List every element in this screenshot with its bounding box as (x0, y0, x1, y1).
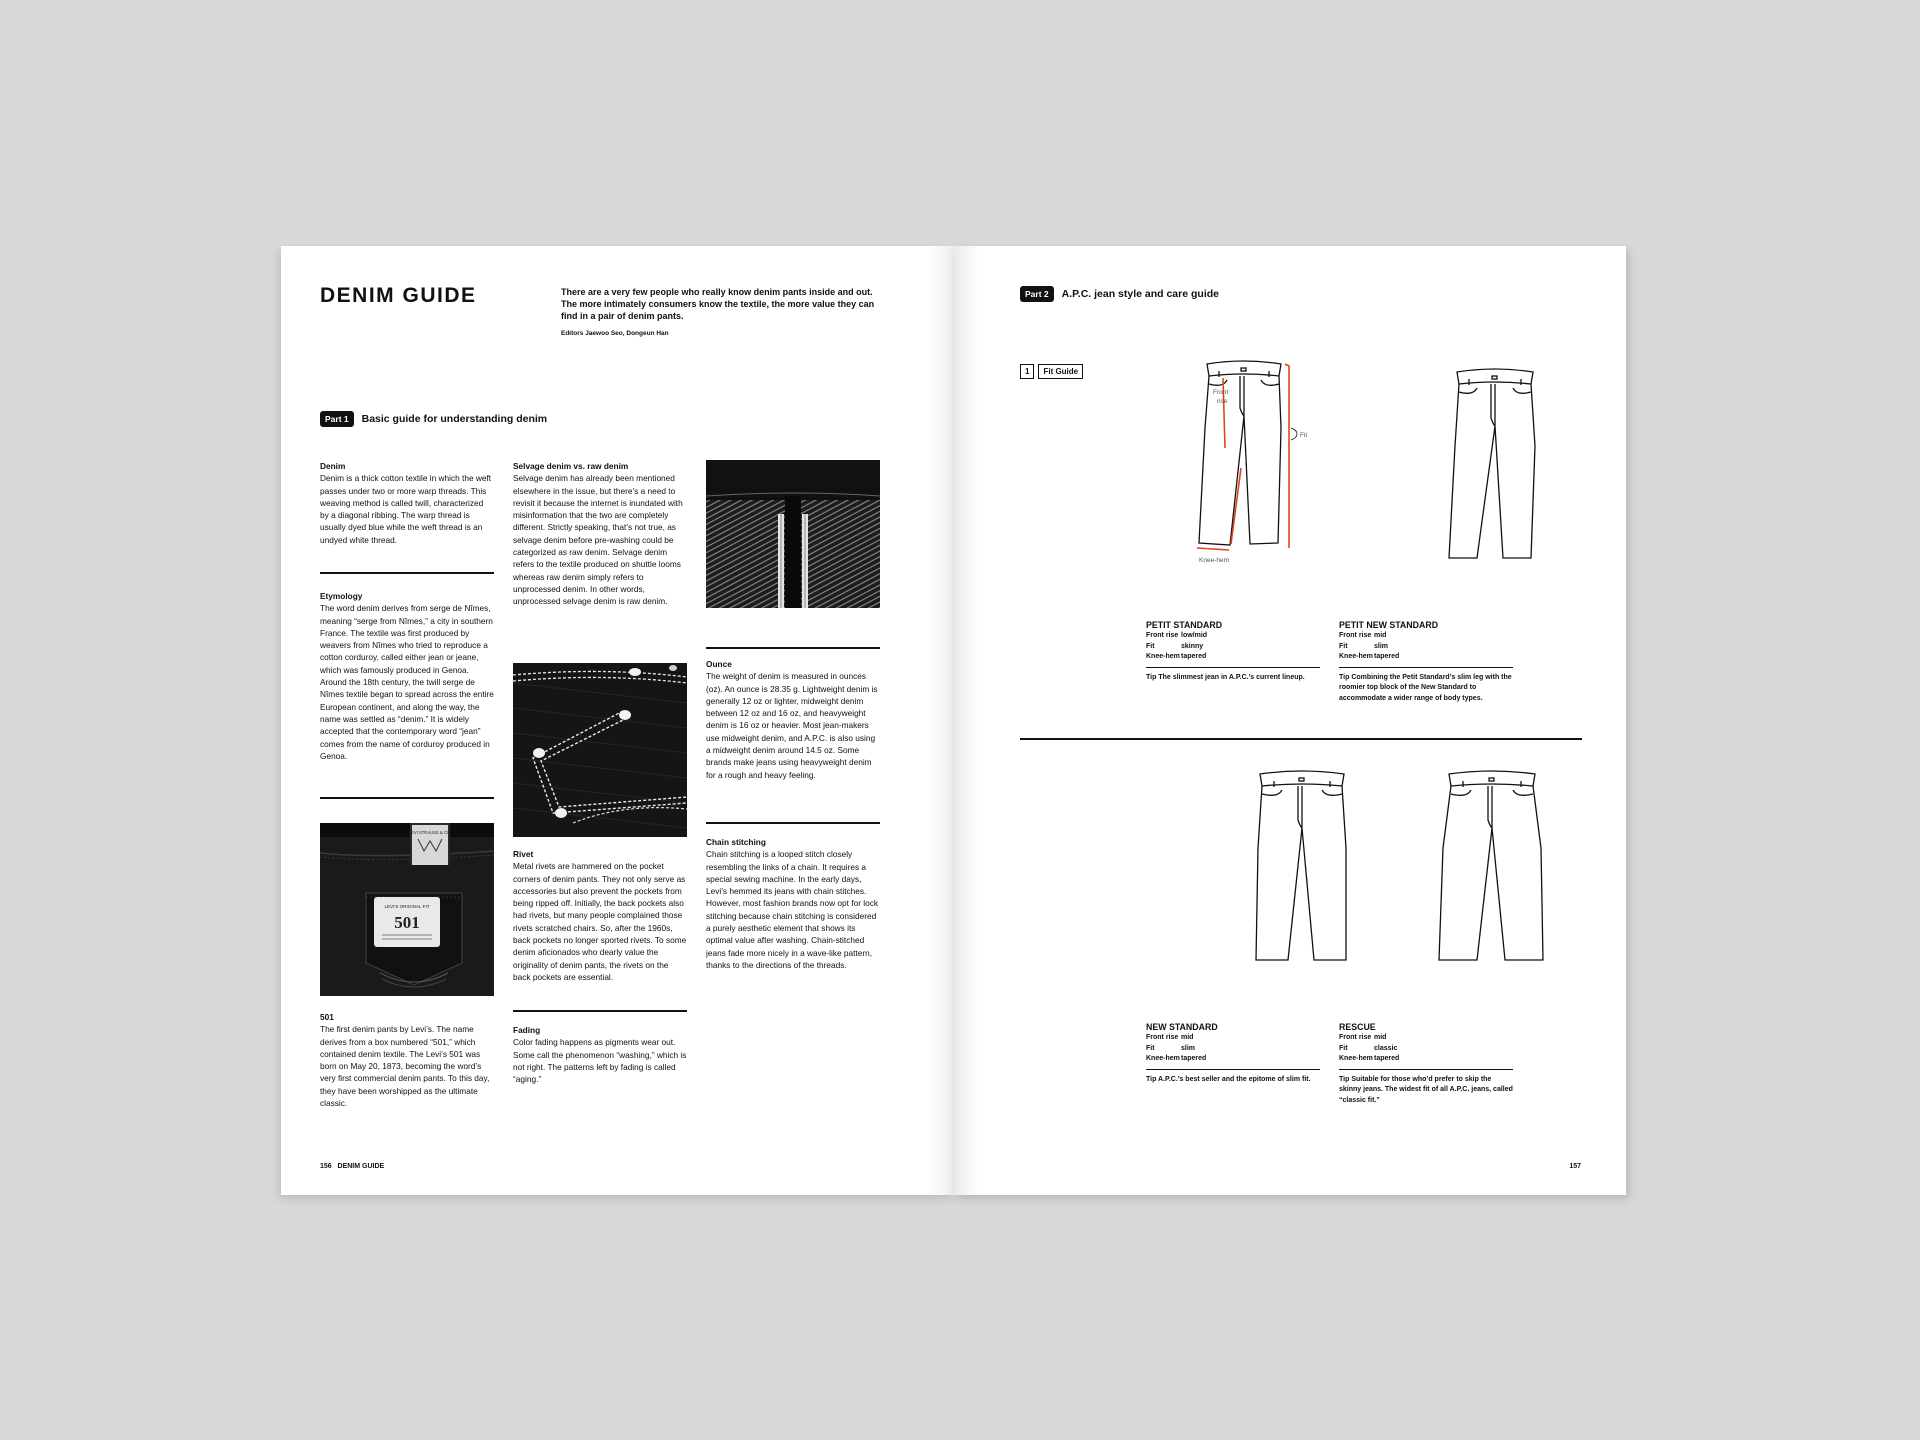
spec-value: mid (1374, 632, 1387, 640)
article-heading: Chain stitching (706, 837, 766, 847)
fit-guide-label (1020, 364, 1083, 379)
article-body: Color fading happens as pigments wear out. Some call the phenomenon “washing,” which is not right. The patterns left by fading is called “aging.” (513, 1037, 687, 1085)
article-body: Metal rivets are hammered on the pocket corners of denim pants. They not only serve as accessories but also prevent the pockets from being ripped off. Initially, the back pockets also had rivets, but many people complained those rivets scratched chairs. So, after the 1960s, back pockets no longer sported rivets. To some denim aficionados who dearly value the originality of denim pants, the rivets on the back pockets are essential. (513, 861, 687, 982)
label-fit: Fit (1300, 432, 1308, 439)
editors-credit: Editors Jaewoo Seo, Dongeun Han (561, 330, 669, 337)
article-body: Chain stitching is a looped stitch closely resembling the links of a chain. It requires a special sewing machine. In the early days, Levi’s hemmed its jeans with chain stitches. However, most fashion brands now opt for lock stitching because chain stitching is considered a purely aesthetic element that shows its optimal value after washing. Chain-stitched jeans fade more nicely in a wave-like pattern, thanks to the directions of the threads. (706, 849, 879, 970)
section-divider (1020, 738, 1582, 740)
levis-501-photo (320, 823, 494, 996)
article-body: The word denim derives from serge de Nîmes, meaning “serge from Nîmes,” a city in southern France. The textile was first produced by weavers from Nîmes who tried to reproduce a cotton corduroy, called either jean or jeane, which was famously produced in Genoa. Around the 18th century, the twill serge de Nîmes textile began to spread across the entire European continent, and along the way, the name was settled as “denim.” It is widely accepted that the contemporary word “jean” comes from the name of corduroy produced in Genoa. (320, 603, 494, 761)
right-page (953, 246, 1626, 1195)
style-card-new-standard (1146, 1022, 1320, 1085)
spec-key: Front rise (1146, 632, 1179, 640)
style-name: RESCUE (1339, 1022, 1376, 1032)
style-name: PETIT STANDARD (1146, 620, 1223, 630)
divider (320, 797, 494, 799)
spec-key: Front rise (1339, 1034, 1372, 1042)
spec-value: tapered (1374, 652, 1400, 660)
style-name: NEW STANDARD (1146, 1022, 1218, 1032)
article-denim (320, 460, 494, 546)
style-card-rescue (1339, 1022, 1513, 1106)
spec-value: low/mid (1181, 632, 1208, 640)
petit-new-standard-jean-drawing (1445, 366, 1545, 566)
style-card-petit-standard (1146, 620, 1320, 683)
spec-key: Knee-hem (1146, 1054, 1180, 1062)
page-number: 157 (1569, 1163, 1581, 1170)
label-model: LEVI'S ORIGINAL FIT (384, 904, 430, 909)
spec-value: classic (1374, 1044, 1398, 1052)
spec-value: slim (1374, 642, 1389, 650)
article-body: The first denim pants by Levi’s. The name derives from a box numbered “501,” which contained denim textile. The Levi’s 501 was born on May 20, 1873, becoming the word’s very first commercial denim pants. To this day, they have been worshipped as the ultimate classic. (320, 1024, 490, 1109)
article-heading: Fading (513, 1025, 541, 1035)
page-number: 156 (320, 1163, 332, 1170)
label-knee-hem: Knee-hem (1199, 557, 1229, 564)
divider (706, 822, 880, 824)
label-number: 501 (394, 913, 420, 932)
part-1-badge: Part 1 (320, 411, 354, 427)
left-page (281, 246, 953, 1195)
style-tip: Tip Combining the Petit Standard’s slim leg with the roomier top block of the New Standard to accommodate a wider range of body types. (1339, 667, 1513, 704)
part-2-badge: Part 2 (1020, 286, 1054, 302)
article-501 (320, 1011, 494, 1109)
article-heading: Ounce (706, 659, 732, 669)
part-2-heading (1020, 286, 1219, 302)
label-brand: LEVI STRAUSS & CO. (408, 830, 452, 835)
petit-standard-jean-drawing (1193, 358, 1333, 568)
spec-value: tapered (1374, 1054, 1400, 1062)
article-chain-stitching (706, 836, 880, 971)
spec-value: mid (1374, 1034, 1387, 1042)
spec-key: Fit (1339, 642, 1348, 650)
rivet-pocket-image (513, 663, 687, 837)
article-body: Selvage denim has already been mentioned elsewhere in the issue, but there’s a need to revisit it because the internet is inundated with misinformation that the two are completely different. Strictly speaking, that’s not true, as selvage denim before pre-washing could be categorized as raw denim. Selvage denim refers to the textile produced on shuttle looms whereas raw denim simply refers to unprocessed denim. In other words, unprocessed selvage denim is raw denim. (513, 473, 683, 607)
style-card-petit-new-standard (1339, 620, 1513, 704)
style-name: PETIT NEW STANDARD (1339, 620, 1439, 630)
part-1-heading (320, 411, 547, 427)
article-fading (513, 1024, 687, 1085)
page-folio-left (320, 1163, 384, 1170)
article-heading: Selvage denim vs. raw denim (513, 461, 629, 471)
article-ounce (706, 658, 880, 781)
spec-value: skinny (1181, 642, 1204, 650)
article-heading: 501 (320, 1012, 334, 1022)
divider (706, 647, 880, 649)
intro-text: There are a very few people who really know denim pants inside and out. The more intimately consumers know the textile, the more value they can find in a pair of denim pants. (561, 287, 875, 321)
rescue-jean-drawing (1437, 768, 1547, 968)
style-tip: Tip A.P.C.’s best seller and the epitome of slim fit. (1146, 1069, 1320, 1085)
article-heading: Etymology (320, 591, 363, 601)
article-heading: Denim (320, 461, 346, 471)
magazine-spread (281, 246, 1626, 1195)
new-standard-jean-drawing (1252, 768, 1352, 968)
spec-key: Fit (1339, 1044, 1348, 1052)
divider (320, 572, 494, 574)
spec-key: Fit (1146, 1044, 1155, 1052)
spec-value: tapered (1181, 652, 1207, 660)
article-heading: Rivet (513, 849, 534, 859)
page-title: DENIM GUIDE (320, 284, 477, 307)
spec-value: slim (1181, 1044, 1196, 1052)
style-tip: Tip The slimmest jean in A.P.C.’s current lineup. (1146, 667, 1320, 683)
folio-section: DENIM GUIDE (337, 1163, 385, 1170)
article-rivet (513, 848, 687, 983)
spec-value: tapered (1181, 1054, 1207, 1062)
article-selvage (513, 460, 687, 608)
spec-key: Knee-hem (1146, 652, 1180, 660)
spec-key: Knee-hem (1339, 652, 1373, 660)
page-folio-right (1569, 1163, 1581, 1170)
style-tip: Tip Suitable for those who’d prefer to skip the skinny jeans. The widest fit of all A.P.C. jeans, called “classic fit.” (1339, 1069, 1513, 1106)
fit-guide-number: 1 (1020, 364, 1034, 379)
article-body: Denim is a thick cotton textile in which the weft passes under two or more warp threads. This weaving method is called twill, characterized by a diagonal ribbing. The warp thread is usually dyed blue while the weft thread is an undyed white thread. (320, 473, 492, 545)
part-2-title: A.P.C. jean style and care guide (1061, 288, 1219, 300)
article-etymology (320, 590, 494, 762)
label-front-rise: Front rise (1213, 389, 1229, 405)
spec-key: Front rise (1339, 632, 1372, 640)
divider (513, 1010, 687, 1012)
article-body: The weight of denim is measured in ounces (oz). An ounce is 28.35 g. Lightweight denim is generally 12 oz or lighter, midweight denim between 12 oz and 16 oz, and heavyweight denim is 16 oz or heavier. Most jean-makers use midweight denim, and A.P.C. is also using a midweight denim around 14.5 oz. Some brands make jeans using heavyweight denim for a rough and heavy feeling. (706, 671, 878, 780)
levis-back-pocket-image (320, 823, 494, 996)
rivet-photo (513, 663, 687, 837)
part-1-title: Basic guide for understanding denim (361, 413, 548, 425)
spec-value: mid (1181, 1034, 1194, 1042)
spec-key: Knee-hem (1339, 1054, 1373, 1062)
spec-key: Fit (1146, 642, 1155, 650)
selvage-denim-image (706, 460, 880, 608)
spec-key: Front rise (1146, 1034, 1179, 1042)
selvage-photo (706, 460, 880, 608)
fit-guide-title: Fit Guide (1038, 364, 1083, 379)
